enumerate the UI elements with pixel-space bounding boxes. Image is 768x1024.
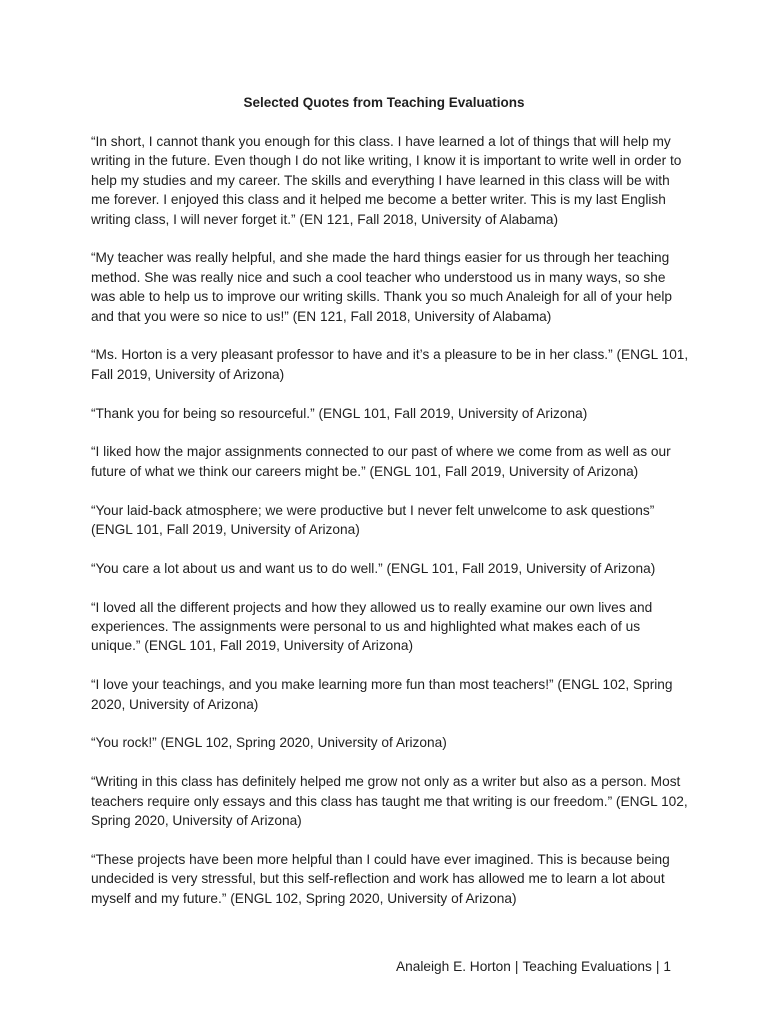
page-footer — [396, 957, 696, 976]
quote-paragraph: “Writing in this class has definitely helped me grow not only as a writer but also as a person. Most teachers require only essays and this class has taught me that writing is our freedom.” (ENGL 102, Spring 2020, University of Arizona) — [91, 774, 688, 829]
quote-paragraph: “You care a lot about us and want us to do well.” (ENGL 101, Fall 2019, University of Arizona) — [91, 560, 656, 576]
footer-section: Teaching Evaluations — [522, 959, 652, 974]
quote-paragraph: “I liked how the major assignments connected to our past of where we come from as well as our future of what we think our careers might be.” (ENGL 101, Fall 2019, University of Arizona) — [91, 444, 671, 479]
quote-paragraph: “I loved all the different projects and how they allowed us to really examine our own lives and experiences. The assignments were personal to us and highlighted what makes each of us unique.” (ENGL 101, Fall 2019, University of Arizona) — [91, 599, 653, 654]
footer-separator: | — [655, 959, 660, 974]
quote-paragraph: “My teacher was really helpful, and she made the hard things easier for us through her teaching method. She was really nice and such a cool teacher who understood us in many ways, so she was able to help us to improve our writing skills. Thank you so much Analeigh for all of your help and that you were so nice to us!” (EN 121, Fall 2018, University of Alabama) — [91, 250, 673, 324]
quote-paragraph: “I love your teachings, and you make learning more fun than most teachers!” (ENGL 102, Spring 2020, University of Arizona) — [91, 677, 673, 712]
quote-paragraph: “Your laid-back atmosphere; we were productive but I never felt unwelcome to ask questions” (ENGL 101, Fall 2019, University of Arizona) — [91, 502, 655, 538]
quote-paragraph: “These projects have been more helpful than I could have ever imagined. This is because being undecided is very stressful, but this self-reflection and work has allowed me to learn a lot about myself and my future.” (ENGL 102, Spring 2020, University of Arizona) — [91, 851, 670, 906]
footer-separator: | — [514, 959, 519, 974]
footer-author: Analeigh E. Horton — [396, 959, 511, 974]
quote-paragraph: “You rock!” (ENGL 102, Spring 2020, University of Arizona) — [91, 735, 447, 751]
quote-paragraph: “In short, I cannot thank you enough for this class. I have learned a lot of things that will help my writing in the future. Even though I do not like writing, I know it is important to write well in order to help my studies and my career. The skills and everything I have learned in this class will be with me forever. I enjoyed this class and it helped me become a better writer. This is my last English writing class, I will never forget it.” (EN 121, Fall 2018, University of Alabama) — [91, 134, 682, 227]
quotes-list — [91, 132, 691, 927]
quote-paragraph: “Ms. Horton is a very pleasant professor to have and it’s a pleasure to be in her class.” (ENGL 101, Fall 2019, University of Arizona) — [91, 347, 689, 382]
page-title: Selected Quotes from Teaching Evaluations — [243, 95, 525, 110]
quote-paragraph: “Thank you for being so resourceful.” (ENGL 101, Fall 2019, University of Arizona) — [91, 405, 588, 421]
footer-page-number: 1 — [663, 959, 672, 974]
